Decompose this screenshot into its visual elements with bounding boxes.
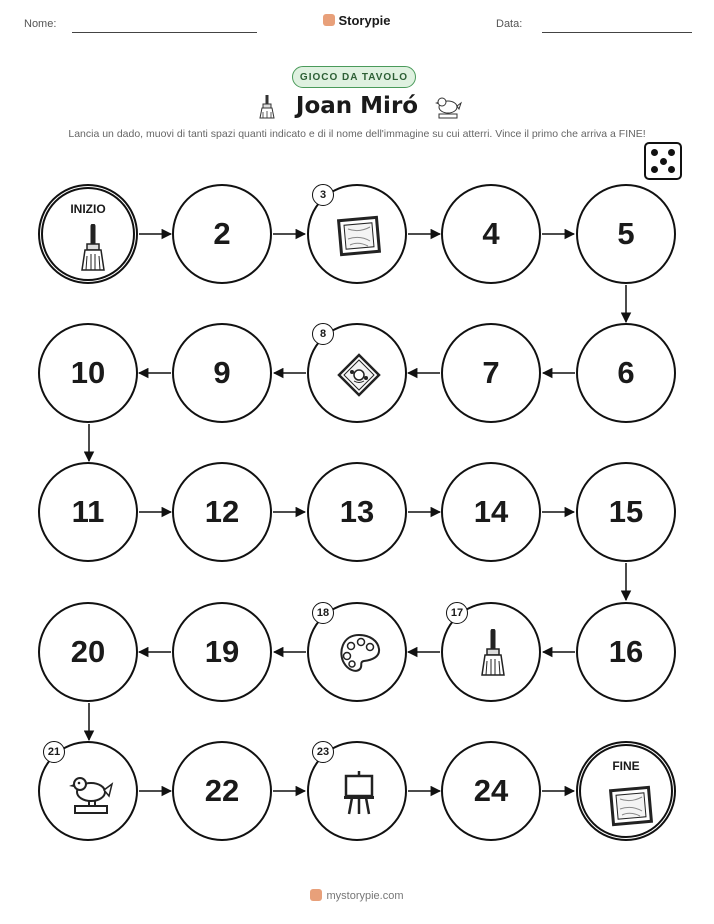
brand-name: Storypie xyxy=(338,13,391,28)
board-space-12 xyxy=(172,462,272,562)
space-label: FINE xyxy=(612,759,640,773)
board-space-7 xyxy=(441,323,541,423)
instructions: Lancia un dado, muovi di tanti spazi quanti indicato e di il nome dell'immagine su cui atterri. Vince il primo che arriva a FINE! xyxy=(68,128,646,140)
space-number: 2 xyxy=(213,216,231,251)
space-number: 20 xyxy=(70,634,106,669)
palette-icon xyxy=(334,629,384,679)
space-number: 10 xyxy=(70,355,106,390)
paintbrush-icon xyxy=(68,224,118,274)
board-space-19 xyxy=(172,602,272,702)
space-number: 6 xyxy=(617,355,635,390)
space-number: 9 xyxy=(213,355,231,390)
board-space-13 xyxy=(307,462,407,562)
board-space-20 xyxy=(38,602,138,702)
board-space-2 xyxy=(172,184,272,284)
board-space-14 xyxy=(441,462,541,562)
board-space-3 xyxy=(307,184,407,284)
space-label: INIZIO xyxy=(70,202,106,216)
space-number: 16 xyxy=(608,634,644,669)
board-space-15 xyxy=(576,462,676,562)
board-space-11 xyxy=(38,462,138,562)
space-number-badge: 18 xyxy=(312,602,334,624)
space-number: 22 xyxy=(204,773,240,808)
storypie-logo-icon xyxy=(310,889,322,901)
board-space-6 xyxy=(576,323,676,423)
board-space-17 xyxy=(441,602,541,702)
board-space-18 xyxy=(307,602,407,702)
space-number-badge: 8 xyxy=(312,323,334,345)
board-space-9 xyxy=(172,323,272,423)
board-space-8 xyxy=(307,323,407,423)
board-space-1 xyxy=(38,184,138,284)
board-space-5 xyxy=(576,184,676,284)
space-number: 5 xyxy=(617,216,635,251)
page-title: Joan Miró xyxy=(295,93,419,119)
space-number: 11 xyxy=(71,494,105,529)
date-label: Data: xyxy=(496,18,523,30)
abstract-painting-icon xyxy=(334,350,384,400)
space-number-badge: 21 xyxy=(43,741,65,763)
category-badge: GIOCO DA TAVOLO xyxy=(292,66,416,88)
space-number: 15 xyxy=(608,494,644,529)
board-space-23 xyxy=(307,741,407,841)
space-number-badge: 17 xyxy=(446,602,468,624)
easel-icon xyxy=(334,768,384,818)
canvas-icon xyxy=(334,211,384,261)
board-space-10 xyxy=(38,323,138,423)
board-space-21 xyxy=(38,741,138,841)
space-number: 24 xyxy=(473,773,509,808)
space-number: 12 xyxy=(204,494,240,529)
board-space-25 xyxy=(576,741,676,841)
board-space-22 xyxy=(172,741,272,841)
name-label: Nome: xyxy=(24,18,57,30)
space-number: 19 xyxy=(204,634,240,669)
space-number: 4 xyxy=(482,216,500,251)
canvas-icon xyxy=(606,781,656,831)
space-number: 13 xyxy=(339,494,375,529)
space-number-badge: 23 xyxy=(312,741,334,763)
footer-url: mystorypie.com xyxy=(326,890,404,902)
space-number-badge: 3 xyxy=(312,184,334,206)
board-space-4 xyxy=(441,184,541,284)
board-space-24 xyxy=(441,741,541,841)
footer xyxy=(0,889,714,902)
board-space-16 xyxy=(576,602,676,702)
bird-sculpture-icon xyxy=(65,768,115,818)
paintbrush-icon xyxy=(468,629,518,679)
space-number: 7 xyxy=(482,355,500,390)
space-number: 14 xyxy=(473,494,509,529)
